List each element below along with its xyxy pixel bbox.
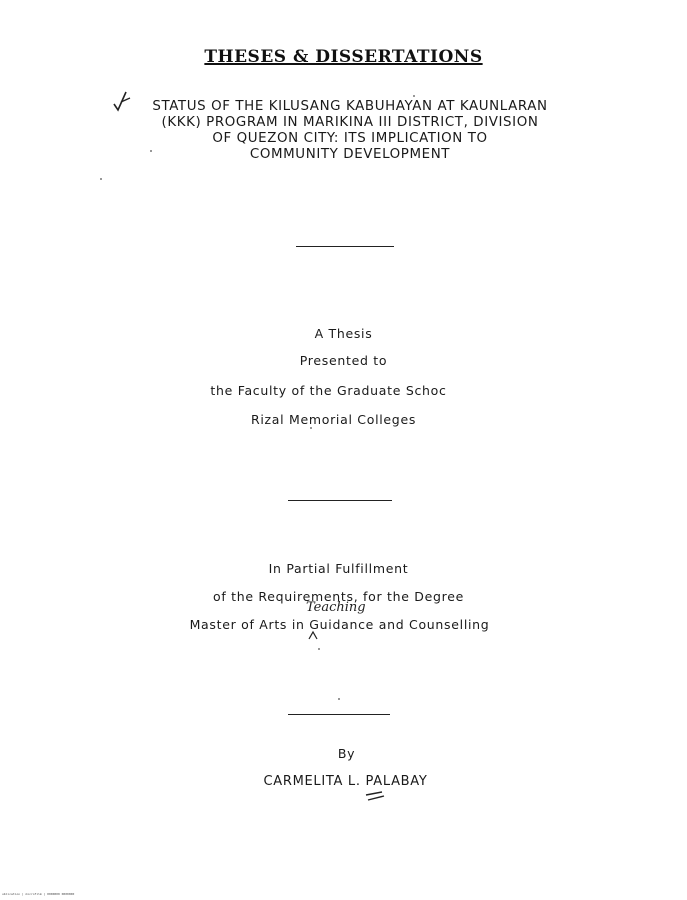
scan-speck xyxy=(338,698,340,700)
title-line: STATUS OF THE KILUSANG KABUHAYAN AT KAUNLARAN xyxy=(152,99,548,114)
institution-name: Rizal Memorial Colleges xyxy=(250,412,417,427)
partial-fulfillment-label: In Partial Fulfillment xyxy=(268,561,409,576)
by-label: By xyxy=(337,746,356,761)
caret-insert-mark xyxy=(308,630,318,640)
archive-stamp-text: THESES & DISSERTATIONS xyxy=(204,47,483,67)
archive-stamp xyxy=(0,47,687,67)
title-line: (KKK) PROGRAM IN MARIKINA III DISTRICT, DIVISION xyxy=(161,115,539,130)
title-line: OF QUEZON CITY: ITS IMPLICATION TO xyxy=(212,131,488,146)
scan-speck xyxy=(318,648,320,650)
divider-rule xyxy=(296,246,394,247)
faculty-label: the Faculty of the Graduate Schoc xyxy=(210,383,447,398)
degree-label: Master of Arts in Guidance and Counselling xyxy=(189,617,490,632)
scan-speck xyxy=(100,178,102,180)
scan-speck xyxy=(150,150,152,152)
microfilm-footer: ublication | microfilm | 0000000 0000000 xyxy=(2,892,75,896)
thesis-label: A Thesis xyxy=(314,326,373,341)
requirements-label: of the Requirements, for the Degree xyxy=(212,589,464,604)
handwritten-underline-mark xyxy=(364,790,386,802)
scan-speck xyxy=(310,427,312,429)
divider-rule xyxy=(288,500,392,501)
title-line: COMMUNITY DEVELOPMENT xyxy=(249,147,451,162)
handwritten-insert: Teaching xyxy=(306,600,366,615)
thesis-title xyxy=(90,99,610,163)
scan-speck xyxy=(413,95,415,97)
divider-rule xyxy=(288,714,390,715)
presented-to-label: Presented to xyxy=(299,353,388,368)
author-name: CARMELITA L. PALABAY xyxy=(263,774,428,789)
